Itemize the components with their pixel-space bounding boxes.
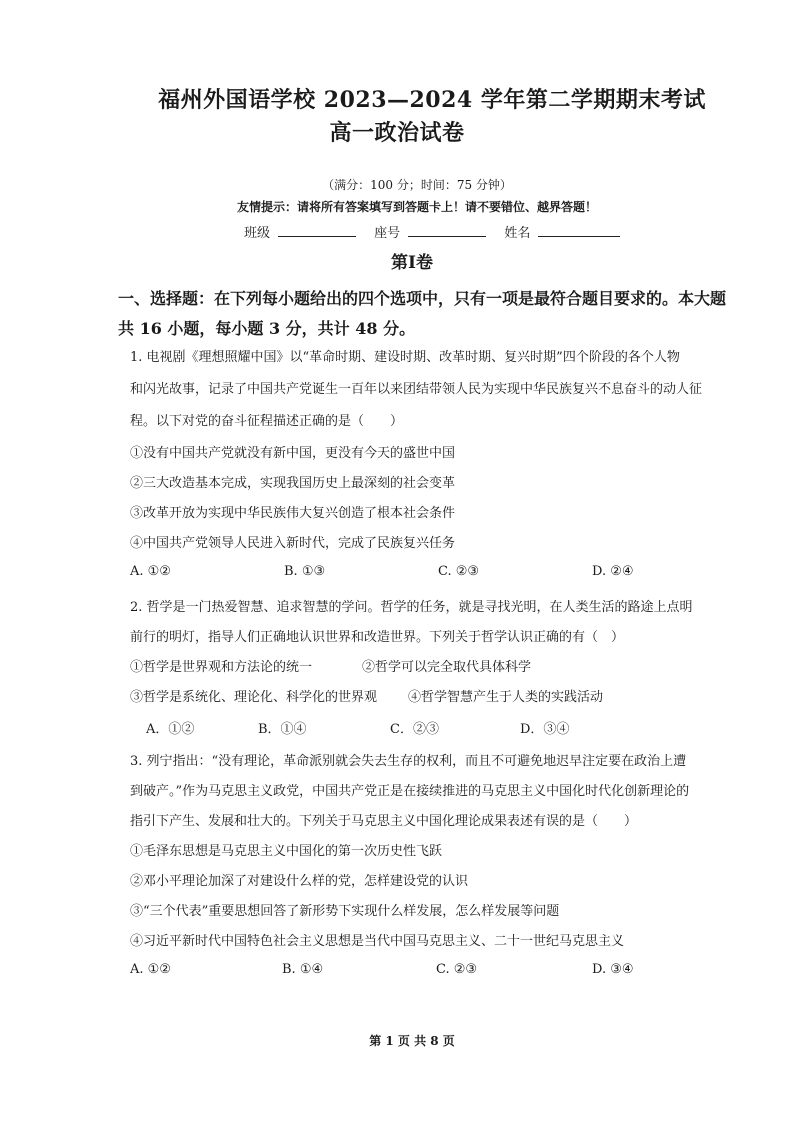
volume-title: 第I卷 [391,253,433,273]
q3-choice-d[interactable]: D. ③④ [592,962,634,977]
q2-stem-line: 前行的明灯，指导人们正确地认识世界和改造世界。下列关于哲学认识正确的有（ ） [130,630,625,645]
section-heading [118,284,738,344]
q2-choice-b[interactable]: B．①④ [258,722,307,737]
q1-choice-a[interactable]: A. ①② [130,564,171,579]
q1-choice-b[interactable]: B. ①③ [284,564,326,579]
q3-choice-a[interactable]: A. ①② [130,962,171,977]
name-blank [538,226,620,237]
q3-stem-line: 指引下产生、发展和壮大的。下列关于马克思主义中国化理论成果表述有误的是（ ） [130,814,638,829]
q3-statement: ①毛泽东思想是马克思主义中国化的第一次历史性飞跃 [130,844,443,859]
q3-stem-line: 到破产。”作为马克思主义政党，中国共产党正是在接续推进的马克思主义中国化时代化创新理论的 [130,784,690,799]
title-line-1: 福州外国语学校 2023—2024 学年第二学期期末考试 [158,87,706,113]
q2-statement: ②哲学可以完全取代具体科学 [362,660,532,675]
name-label: 姓名 [504,226,531,241]
q1-stem-line: 1. 电视剧《理想照耀中国》以“革命时期、建设时期、改革时期、复兴时期”四个阶段的各个人物 [130,350,680,365]
q2-choice-a[interactable]: A．①② [146,722,195,737]
seat-label: 座号 [374,226,401,241]
q3-statement: ③“三个代表”重要思想回答了新形势下实现什么样发展，怎么样发展等问题 [130,904,560,919]
q1-statement: ①没有中国共产党就没有新中国，更没有今天的盛世中国 [130,446,456,461]
q3-choice-b[interactable]: B. ①④ [282,962,324,977]
q2-statement: ①哲学是世界观和方法论的统一 [130,660,313,675]
page-footer: 第 1 页 共 8 页 [369,1034,455,1048]
q1-statement: ③改革开放为实现中华民族伟大复兴创造了根本社会条件 [130,506,456,521]
q2-statement: ④哲学智慧产生于人类的实践活动 [408,690,604,705]
q1-stem-line: 程。以下对党的奋斗征程描述正确的是（ ） [130,414,404,429]
q1-statement: ④中国共产党领导人民进入新时代，完成了民族复兴任务 [130,536,456,551]
q3-statement: ②邓小平理论加深了对建设什么样的党，怎样建设党的认识 [130,874,469,889]
q3-stem-line: 3. 列宁指出：“没有理论，革命派别就会失去生存的权利，而且不可避免地迟早注定要在政治上遭 [130,754,687,769]
seat-blank [408,226,486,237]
q1-choice-d[interactable]: D. ②④ [592,564,634,579]
q1-stem-line: 和闪光故事，记录了中国共产党诞生一百年以来团结带领人民为实现中华民族复兴不息奋斗的动人征 [130,382,703,397]
exam-meta: （满分：100 分；时间：75 分钟） [322,178,512,192]
q2-stem-line: 2. 哲学是一门热爱智慧、追求智慧的学问。哲学的任务，就是寻找光明，在人类生活的路途上点明 [130,600,693,615]
exam-title [0,84,794,150]
section-line-1: 一、选择题：在下列每小题给出的四个选项中，只有一项是最符合题目要求的。本大题 [118,289,727,308]
student-info-line [244,222,620,241]
class-blank [278,226,356,237]
section-line-2: 共 16 小题，每小题 3 分，共计 48 分。 [118,319,416,338]
class-label: 班级 [244,226,271,241]
q2-choice-d[interactable]: D．③④ [520,722,570,737]
q1-statement: ②三大改造基本完成，实现我国历史上最深刻的社会变革 [130,476,456,491]
q1-choice-c[interactable]: C. ②③ [438,564,480,579]
q2-choice-c[interactable]: C．②③ [390,722,439,737]
title-line-2: 高一政治试卷 [329,120,465,146]
q3-choice-c[interactable]: C. ②③ [436,962,478,977]
q3-statement: ④习近平新时代中国特色社会主义思想是当代中国马克思主义、二十一世纪马克思主义 [130,934,625,949]
exam-tip: 友情提示：请将所有答案填写到答题卡上！请不要错位、越界答题！ [236,200,597,214]
q2-statement: ③哲学是系统化、理论化、科学化的世界观 [130,690,378,705]
